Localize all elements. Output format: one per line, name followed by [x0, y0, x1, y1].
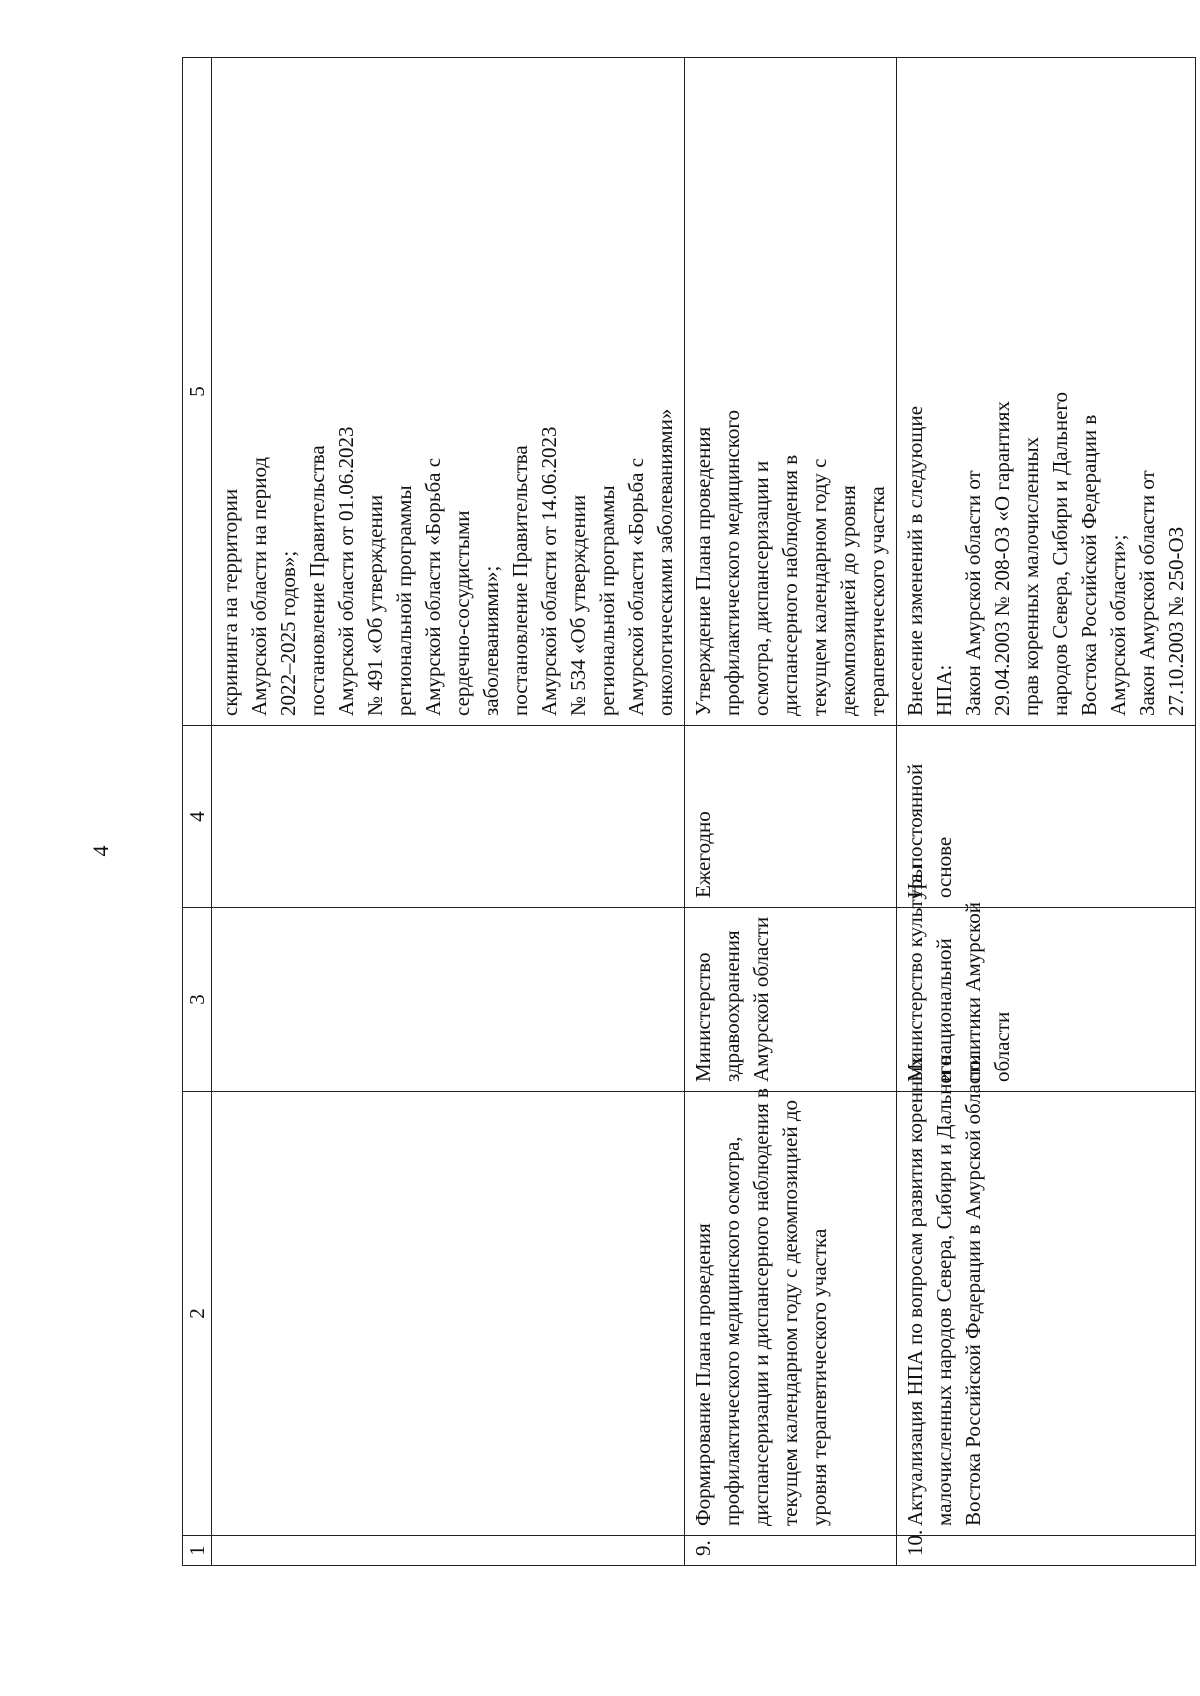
action-cell — [685, 1088, 897, 1536]
result-cell — [212, 58, 685, 726]
responsible-line: области — [990, 1011, 1014, 1082]
result-line: региональной программы — [392, 485, 416, 716]
result-line: текущем календарном году с — [807, 458, 831, 716]
result-line: № 491 «Об утверждении — [363, 494, 387, 716]
result-line: постановление Правительства — [305, 445, 329, 716]
measures-table — [182, 57, 1196, 1566]
result-line: декомпозицией до уровня — [836, 485, 860, 716]
action-cell — [212, 1092, 685, 1536]
result-cell — [897, 58, 1196, 726]
action-line: малочисленных народов Севера, Сибири и Дальнего — [932, 1055, 956, 1526]
result-line: постановление Правительства — [508, 445, 532, 716]
result-line: заболеваниями»; — [479, 565, 503, 716]
action-line: Актуализация НПА по вопросам развития коренных — [903, 1056, 927, 1526]
result-line: народов Севера, Сибири и Дальнего — [1048, 391, 1072, 716]
action-cell — [897, 1054, 1196, 1536]
result-line: Амурской области»; — [1106, 534, 1130, 716]
term-line: основе — [932, 836, 956, 898]
result-line: 2022–2025 годов»; — [276, 550, 300, 716]
result-line: Востока Российской Федерации в — [1077, 414, 1101, 716]
result-line: Амурской области «Борьба с — [421, 457, 445, 716]
result-line: Внесение изменений в следующие — [903, 405, 927, 716]
term-cell — [685, 726, 897, 908]
row-number-cell: 10. — [897, 1536, 1196, 1566]
result-line: НПА: — [932, 664, 956, 716]
responsible-line: здравоохранения — [720, 930, 744, 1082]
term-cell — [212, 726, 685, 908]
result-line: онкологическими заболеваниями» — [653, 408, 677, 716]
responsible-line: Амурской области — [749, 916, 773, 1082]
responsible-cell — [212, 908, 685, 1092]
result-line: осмотра, диспансеризации и — [749, 460, 773, 716]
result-line: Утверждение Плана проведения — [691, 426, 715, 716]
term-line: На постоянной — [903, 763, 927, 898]
header-col-1: 1 — [183, 1536, 212, 1566]
result-line: диспансерного наблюдения в — [778, 454, 802, 716]
responsible-cell — [685, 908, 897, 1092]
table-row-10 — [897, 58, 1196, 1566]
responsible-line: и национальной — [932, 938, 956, 1082]
result-line: профилактического медицинского — [720, 410, 744, 716]
table-row-continuation — [212, 58, 685, 1566]
action-line: текущем календарном году с декомпозицией до — [778, 1099, 802, 1526]
term-line: Ежегодно — [691, 811, 715, 898]
result-line: 27.10.2003 № 250-ОЗ — [1164, 526, 1188, 716]
action-line: Востока Российской Федерации в Амурской области — [961, 1054, 985, 1526]
result-line: прав коренных малочисленных — [1019, 436, 1043, 716]
result-line: региональной программы — [595, 485, 619, 716]
action-line: диспансеризации и диспансерного наблюдения в — [749, 1088, 773, 1526]
result-line: Закон Амурской области от — [961, 470, 985, 716]
header-col-2: 2 — [183, 1092, 212, 1536]
action-line: уровня терапевтического участка — [807, 1228, 831, 1526]
result-line: Амурской области от 14.06.2023 — [537, 426, 561, 716]
result-line: скрининга на территории — [218, 488, 242, 716]
document-table-rotated — [182, 58, 1188, 1566]
result-line: Амурской области «Борьба с — [624, 457, 648, 716]
result-line: 29.04.2003 № 208-ОЗ «О гарантиях — [990, 401, 1014, 716]
table-header-row — [183, 58, 212, 1566]
responsible-line: Министерство — [691, 952, 715, 1082]
row-number-cell: 9. — [685, 1536, 897, 1566]
header-col-4: 4 — [183, 726, 212, 908]
result-line: терапевтического участка — [865, 486, 889, 716]
term-cell — [897, 726, 1196, 908]
result-line: Амурской области на период — [247, 456, 271, 716]
result-line: сердечно-сосудистыми — [450, 510, 474, 716]
responsible-line: Министерство культуры — [903, 864, 927, 1082]
header-col-5: 5 — [183, 58, 212, 726]
result-line: Амурской области от 01.06.2023 — [334, 426, 358, 716]
header-col-3: 3 — [183, 908, 212, 1092]
action-line: Формирование Плана проведения — [691, 1223, 715, 1526]
table-row-9 — [685, 58, 897, 1566]
page-number: 4 — [88, 845, 113, 857]
result-line: Закон Амурской области от — [1135, 470, 1159, 716]
result-cell — [685, 58, 897, 726]
row-number-cell — [212, 1536, 685, 1566]
action-line: профилактического медицинского осмотра, — [720, 1136, 744, 1526]
responsible-line: политики Амурской — [961, 902, 985, 1082]
result-line: № 534 «Об утверждении — [566, 494, 590, 716]
